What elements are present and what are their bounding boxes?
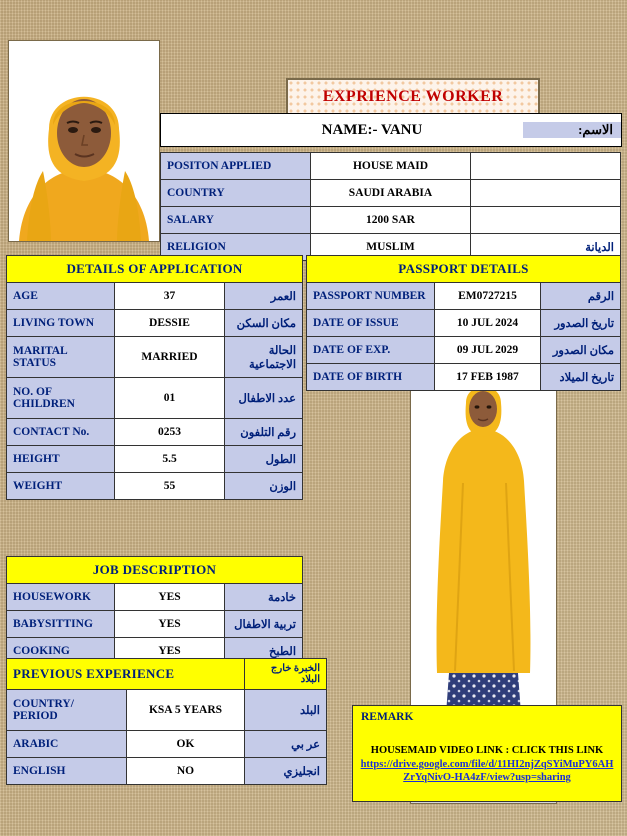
age-value: 37 <box>115 283 225 310</box>
country-value: SAUDI ARABIA <box>311 180 471 207</box>
table-row <box>161 207 621 234</box>
headline-text: EXPRIENCE WORKER <box>322 88 504 105</box>
table-row <box>307 310 621 337</box>
country-period-value: KSA 5 YEARS <box>127 690 245 731</box>
country-period-label: COUNTRY/ PERIOD <box>7 690 127 731</box>
table-row <box>7 758 327 785</box>
living-town-arabic: مكان السكن <box>225 310 303 337</box>
height-label: HEIGHT <box>7 446 115 473</box>
salary-label: SALARY <box>161 207 311 234</box>
religion-value: MUSLIM <box>311 234 471 261</box>
table-row <box>307 283 621 310</box>
english-skill-value: NO <box>127 758 245 785</box>
children-label: NO. OF CHILDREN <box>7 378 115 419</box>
job-description-table <box>6 556 303 665</box>
weight-label: WEIGHT <box>7 473 115 500</box>
cooking-arabic: الطبخ <box>225 638 303 665</box>
housework-arabic: خادمة <box>225 584 303 611</box>
date-of-issue-value: 10 JUL 2024 <box>435 310 541 337</box>
table-row <box>161 180 621 207</box>
religion-arabic: الدیانة <box>471 234 621 261</box>
date-of-issue-arabic: تاريخ الصدور <box>541 310 621 337</box>
cooking-value: YES <box>115 638 225 665</box>
date-of-exp-value: 09 JUL 2029 <box>435 337 541 364</box>
weight-arabic: الوزن <box>225 473 303 500</box>
position-summary-table <box>160 152 621 261</box>
housemaid-video-link[interactable]: https://drive.google.com/file/d/11HI2njZqSYiMuPY6AHZrYqNivO-HA4zF/view?usp=sharing <box>360 759 614 784</box>
date-of-birth-label: DATE OF BIRTH <box>307 364 435 391</box>
babysitting-arabic: تربية الاطفال <box>225 611 303 638</box>
name-bar <box>160 113 622 147</box>
table-row <box>7 690 327 731</box>
passport-details-table <box>306 255 621 391</box>
cooking-label: COOKING <box>7 638 115 665</box>
table-row <box>307 337 621 364</box>
date-of-birth-value: 17 FEB 1987 <box>435 364 541 391</box>
applicant-name: NAME:- VANU <box>321 121 423 138</box>
position-applied-label: POSITON APPLIED <box>161 153 311 180</box>
table-row <box>7 584 303 611</box>
remark-box <box>352 705 622 802</box>
age-label: AGE <box>7 283 115 310</box>
table-row <box>7 378 303 419</box>
marital-status-label: MARITAL STATUS <box>7 337 115 378</box>
marital-status-value: MARRIED <box>115 337 225 378</box>
housework-value: YES <box>115 584 225 611</box>
table-header-row <box>307 256 621 283</box>
table-row <box>7 419 303 446</box>
position-applied-value: HOUSE MAID <box>311 153 471 180</box>
salary-value: 1200 SAR <box>311 207 471 234</box>
job-title: JOB DESCRIPTION <box>7 557 303 584</box>
remark-title: REMARK <box>361 711 414 723</box>
table-row <box>7 611 303 638</box>
salary-arabic <box>471 207 621 234</box>
height-value: 5.5 <box>115 446 225 473</box>
english-skill-arabic: انجليزي <box>245 758 327 785</box>
headline-banner <box>286 78 540 116</box>
remark-spacer <box>353 723 621 745</box>
table-row <box>7 283 303 310</box>
contact-value: 0253 <box>115 419 225 446</box>
previous-experience-title: PREVIOUS EXPERIENCE <box>7 659 245 690</box>
country-period-arabic: البلد <box>245 690 327 731</box>
table-header-row <box>7 659 327 690</box>
table-row <box>161 153 621 180</box>
living-town-value: DESSIE <box>115 310 225 337</box>
english-skill-label: ENGLISH <box>7 758 127 785</box>
table-row <box>307 364 621 391</box>
age-arabic: العمر <box>225 283 303 310</box>
date-of-birth-arabic: تاريخ الميلاد <box>541 364 621 391</box>
passport-number-value: EM0727215 <box>435 283 541 310</box>
table-row <box>7 731 327 758</box>
contact-arabic: رقم التلفون <box>225 419 303 446</box>
religion-label: RELIGION <box>161 234 311 261</box>
living-town-label: LIVING TOWN <box>7 310 115 337</box>
details-title: DETAILS OF APPLICATION <box>7 256 303 283</box>
headshot-illustration <box>9 41 159 241</box>
date-of-exp-label: DATE OF EXP. <box>307 337 435 364</box>
passport-number-arabic: الرقم <box>541 283 621 310</box>
position-applied-arabic <box>471 153 621 180</box>
details-of-application-table <box>6 255 303 500</box>
arabic-skill-value: OK <box>127 731 245 758</box>
passport-number-label: PASSPORT NUMBER <box>307 283 435 310</box>
table-row <box>7 473 303 500</box>
date-of-issue-label: DATE OF ISSUE <box>307 310 435 337</box>
table-header-row <box>7 256 303 283</box>
table-row <box>7 310 303 337</box>
children-value: 01 <box>115 378 225 419</box>
babysitting-value: YES <box>115 611 225 638</box>
applicant-headshot-photo <box>8 40 160 242</box>
marital-status-arabic: الحالة الاجتماعية <box>225 337 303 378</box>
video-link-caption: HOUSEMAID VIDEO LINK : CLICK THIS LINK <box>370 745 604 756</box>
height-arabic: الطول <box>225 446 303 473</box>
table-row <box>7 446 303 473</box>
contact-label: CONTACT No. <box>7 419 115 446</box>
previous-experience-table <box>6 658 327 785</box>
country-label: COUNTRY <box>161 180 311 207</box>
previous-experience-title-arabic: الخبرة خارج البلاد <box>245 659 327 690</box>
weight-value: 55 <box>115 473 225 500</box>
table-header-row <box>7 557 303 584</box>
passport-title: PASSPORT DETAILS <box>307 256 621 283</box>
arabic-skill-arabic: عر بي <box>245 731 327 758</box>
date-of-exp-arabic: مكان الصدور <box>541 337 621 364</box>
babysitting-label: BABYSITTING <box>7 611 115 638</box>
table-row <box>7 337 303 378</box>
country-arabic <box>471 180 621 207</box>
arabic-skill-label: ARABIC <box>7 731 127 758</box>
housework-label: HOUSEWORK <box>7 584 115 611</box>
children-arabic: عدد الاطفال <box>225 378 303 419</box>
applicant-name-arabic-label: الاسم: <box>523 122 621 138</box>
